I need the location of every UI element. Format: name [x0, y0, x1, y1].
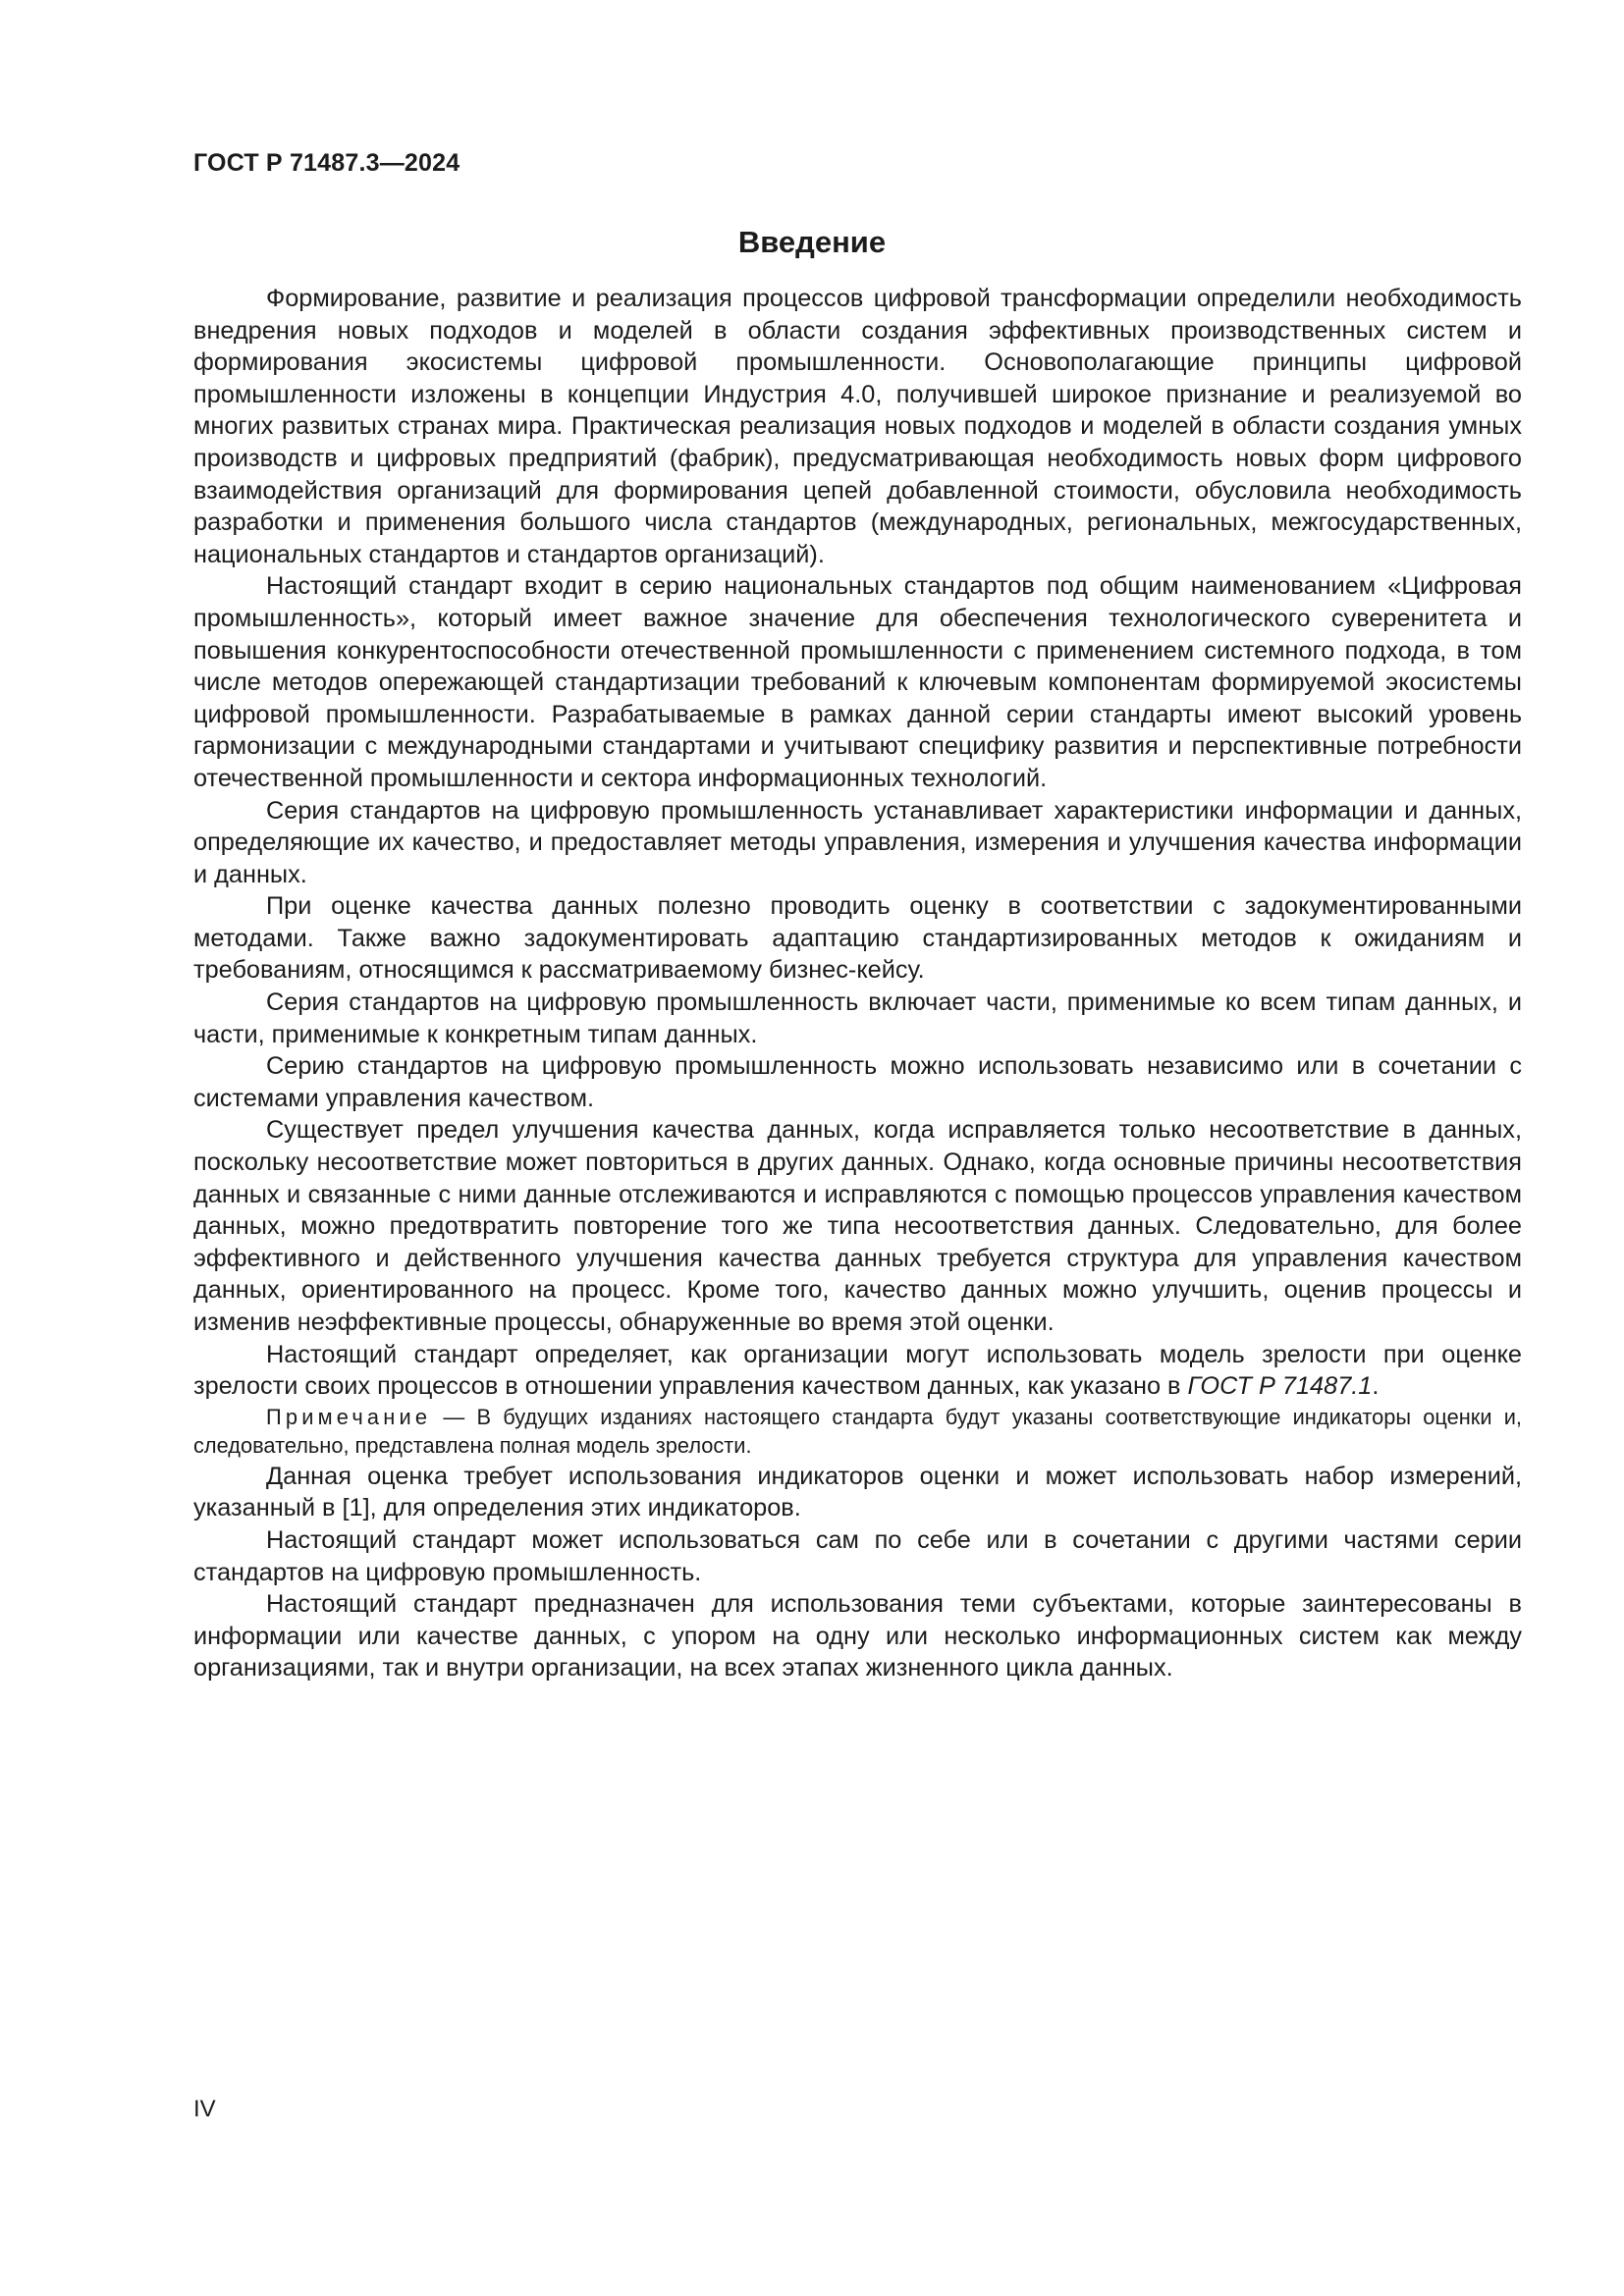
paragraph-6: Серию стандартов на цифровую промышленность можно использовать независимо или в сочетании с системами управления качеством. [193, 1052, 1522, 1112]
paragraph-4: При оценке качества данных полезно проводить оценку в соответствии с задокументированными методами. Также важно задокументировать адаптацию стандартизированных методов к ожиданиям и требованиям, относящимся к рассматриваемому бизнес-кейсу. [193, 892, 1522, 985]
paragraph-8 [193, 1339, 1522, 1403]
document-id-header: ГОСТ Р 71487.3—2024 [193, 149, 460, 177]
introduction-body [193, 283, 1522, 1684]
note-text: — В будущих изданиях настоящего стандарта будут указаны соответствующие индикаторы оценки и, следовательно, представлена полная модель зрелости. [193, 1404, 1522, 1459]
paragraph-2: Настоящий стандарт входит в серию национальных стандартов под общим наименованием «Цифровая промышленность», который имеет важное значение для обеспечения технологического суверенитета и повышения конкурентоспособности отечественной промышленности с применением системного подхода, в том числе методов опережающей стандартизации требований к ключевым компонентам формируемой экосистемы цифровой промышленности. Разрабатываемые в рамках данной серии стандарты имеют высокий уровень гармонизации с международными стандартами и учитывают специфику развития и перспективные потребности отечественной промышленности и сектора информационных технологий. [193, 572, 1522, 792]
standard-reference: ГОСТ Р 71487.1 [1187, 1372, 1373, 1401]
paragraph-7: Существует предел улучшения качества данных, когда исправляется только несоответствие в данных, поскольку несоответствие может повториться в других данных. Однако, когда основные причины несоответствия данных и связанные с ними данные отслеживаются и исправляются с помощью процессов управления качеством данных, можно предотвратить повторение того же типа несоответствия данных. Следовательно, для более эффективного и действенного улучшения качества данных требуется структура для управления качеством данных, ориентированного на процесс. Кроме того, качество данных можно улучшить, оценив процессы и изменив неэффективные процессы, обнаруженные во время этой оценки. [193, 1116, 1522, 1336]
paragraph-5: Серия стандартов на цифровую промышленность включает части, применимые ко всем типам данных, и части, применимые к конкретным типам данных. [193, 988, 1522, 1048]
paragraph-3: Серия стандартов на цифровую промышленность устанавливает характеристики информации и данных, определяющие их качество, и предоставляет методы управления, измерения и улучшения качества информации и данных. [193, 796, 1522, 888]
paragraph-9: Данная оценка требует использования индикаторов оценки и может использовать набор измерений, указанный в [1], для определения этих индикаторов. [193, 1462, 1522, 1522]
section-title: Введение [737, 225, 887, 259]
note [193, 1403, 1522, 1461]
paragraph-8-end: . [1372, 1372, 1380, 1401]
note-label: Примечание [266, 1404, 432, 1429]
paragraph-8-text: Настоящий стандарт определяет, как организации могут использовать модель зрелости при оценке зрелости своих процессов в отношении управления качеством данных, как указано в [193, 1340, 1522, 1401]
paragraph-1: Формирование, развитие и реализация процессов цифровой трансформации определили необходимость внедрения новых подходов и моделей в области создания эффективных производственных систем и формирования экосистемы цифровой промышленности. Основополагающие принципы цифровой промышленности изложены в концепции Индустрия 4.0, получившей широкое признание и реализуемой во многих развитых странах мира. Практическая реализация новых подходов и моделей в области создания умных производств и цифровых предприятий (фабрик), предусматривающая необходимость новых форм цифрового взаимодействия организаций для формирования цепей добавленной стоимости, обусловила необходимость разработки и применения большого числа стандартов (международных, региональных, межгосударственных, национальных стандартов и стандартов организаций). [193, 285, 1522, 568]
paragraph-10: Настоящий стандарт может использоваться сам по себе или в сочетании с другими частями серии стандартов на цифровую промышленность. [193, 1525, 1522, 1586]
page-number: IV [193, 2096, 216, 2122]
paragraph-11: Настоящий стандарт предназначен для использования теми субъектами, которые заинтересованы в информации или качестве данных, с упором на одну или несколько информационных систем как между организациями, так и внутри организации, на всех этапах жизненного цикла данных. [193, 1590, 1522, 1682]
